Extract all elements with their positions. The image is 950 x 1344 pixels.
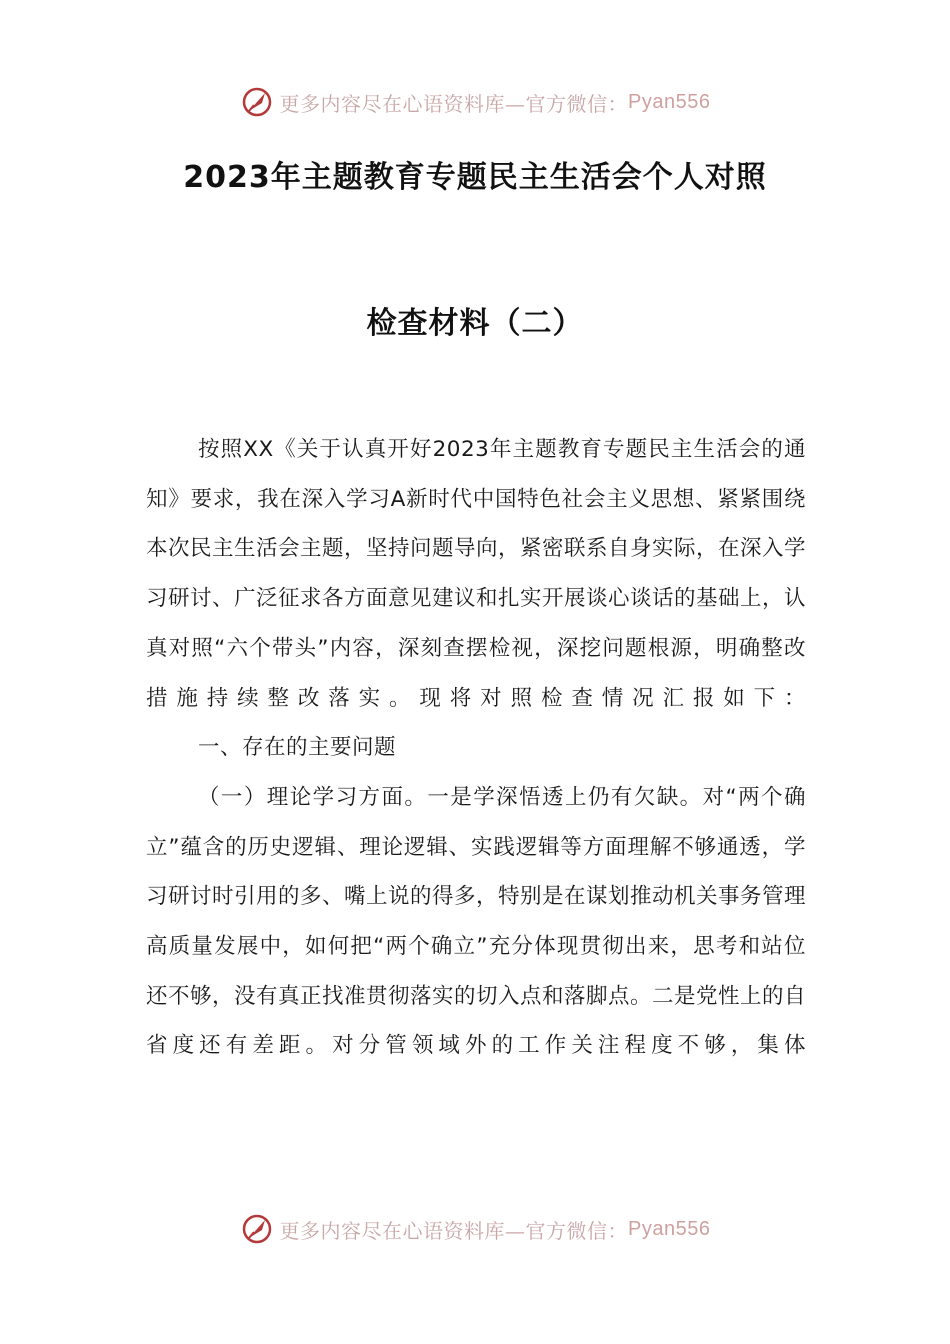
watermark-wechat: Pyan556 xyxy=(628,1217,711,1240)
watermark-wechat: Pyan556 xyxy=(628,90,711,113)
watermark-banner-top xyxy=(0,82,950,122)
paragraph-intro: 按照XX《关于认真开好2023年主题教育专题民主生活会的通知》要求，我在深入学习A新时代中国特色社会主义思想、紧紧围绕本次民主生活会主题，坚持问题导向，紧密联系自身实际，在深入学习研讨、广泛征求各方面意见建议和扎实开展谈心谈话的基础上，认真对照“六个带头”内容，深刻查摆检视，深挖问题根源，明确整改措施持续整改落实。现将对照检查情况汇报如下： xyxy=(146,437,807,711)
watermark-text: 更多内容尽在心语资料库—官方微信： xyxy=(279,91,629,116)
watermark-banner-bottom xyxy=(0,1209,950,1249)
quill-logo-icon xyxy=(240,1212,274,1246)
quill-logo-icon xyxy=(240,85,274,119)
document-title-line-2: 检查材料（二） xyxy=(366,306,584,341)
paragraph-theory-study: （一）理论学习方面。一是学深悟透上仍有欠缺。对“两个确立”蕴含的历史逻辑、理论逻辑、实践逻辑等方面理解不够通透，学习研讨时引用的多、嘴上说的得多，特别是在谋划推动机关事务管理高质量发展中，如何把“两个确立”充分体现贯彻出来，思考和站位还不够，没有真正找准贯彻落实的切入点和落脚点。二是党性上的自省度还有差距。对分管领域外的工作关注程度不够，集体 xyxy=(146,784,807,1059)
watermark-text: 更多内容尽在心语资料库—官方微信： xyxy=(279,1218,629,1243)
document-body xyxy=(146,425,806,1071)
document-title-line-1: 2023年主题教育专题民主生活会个人对照 xyxy=(183,160,767,195)
section-heading: 一、存在的主要问题 xyxy=(198,735,397,761)
